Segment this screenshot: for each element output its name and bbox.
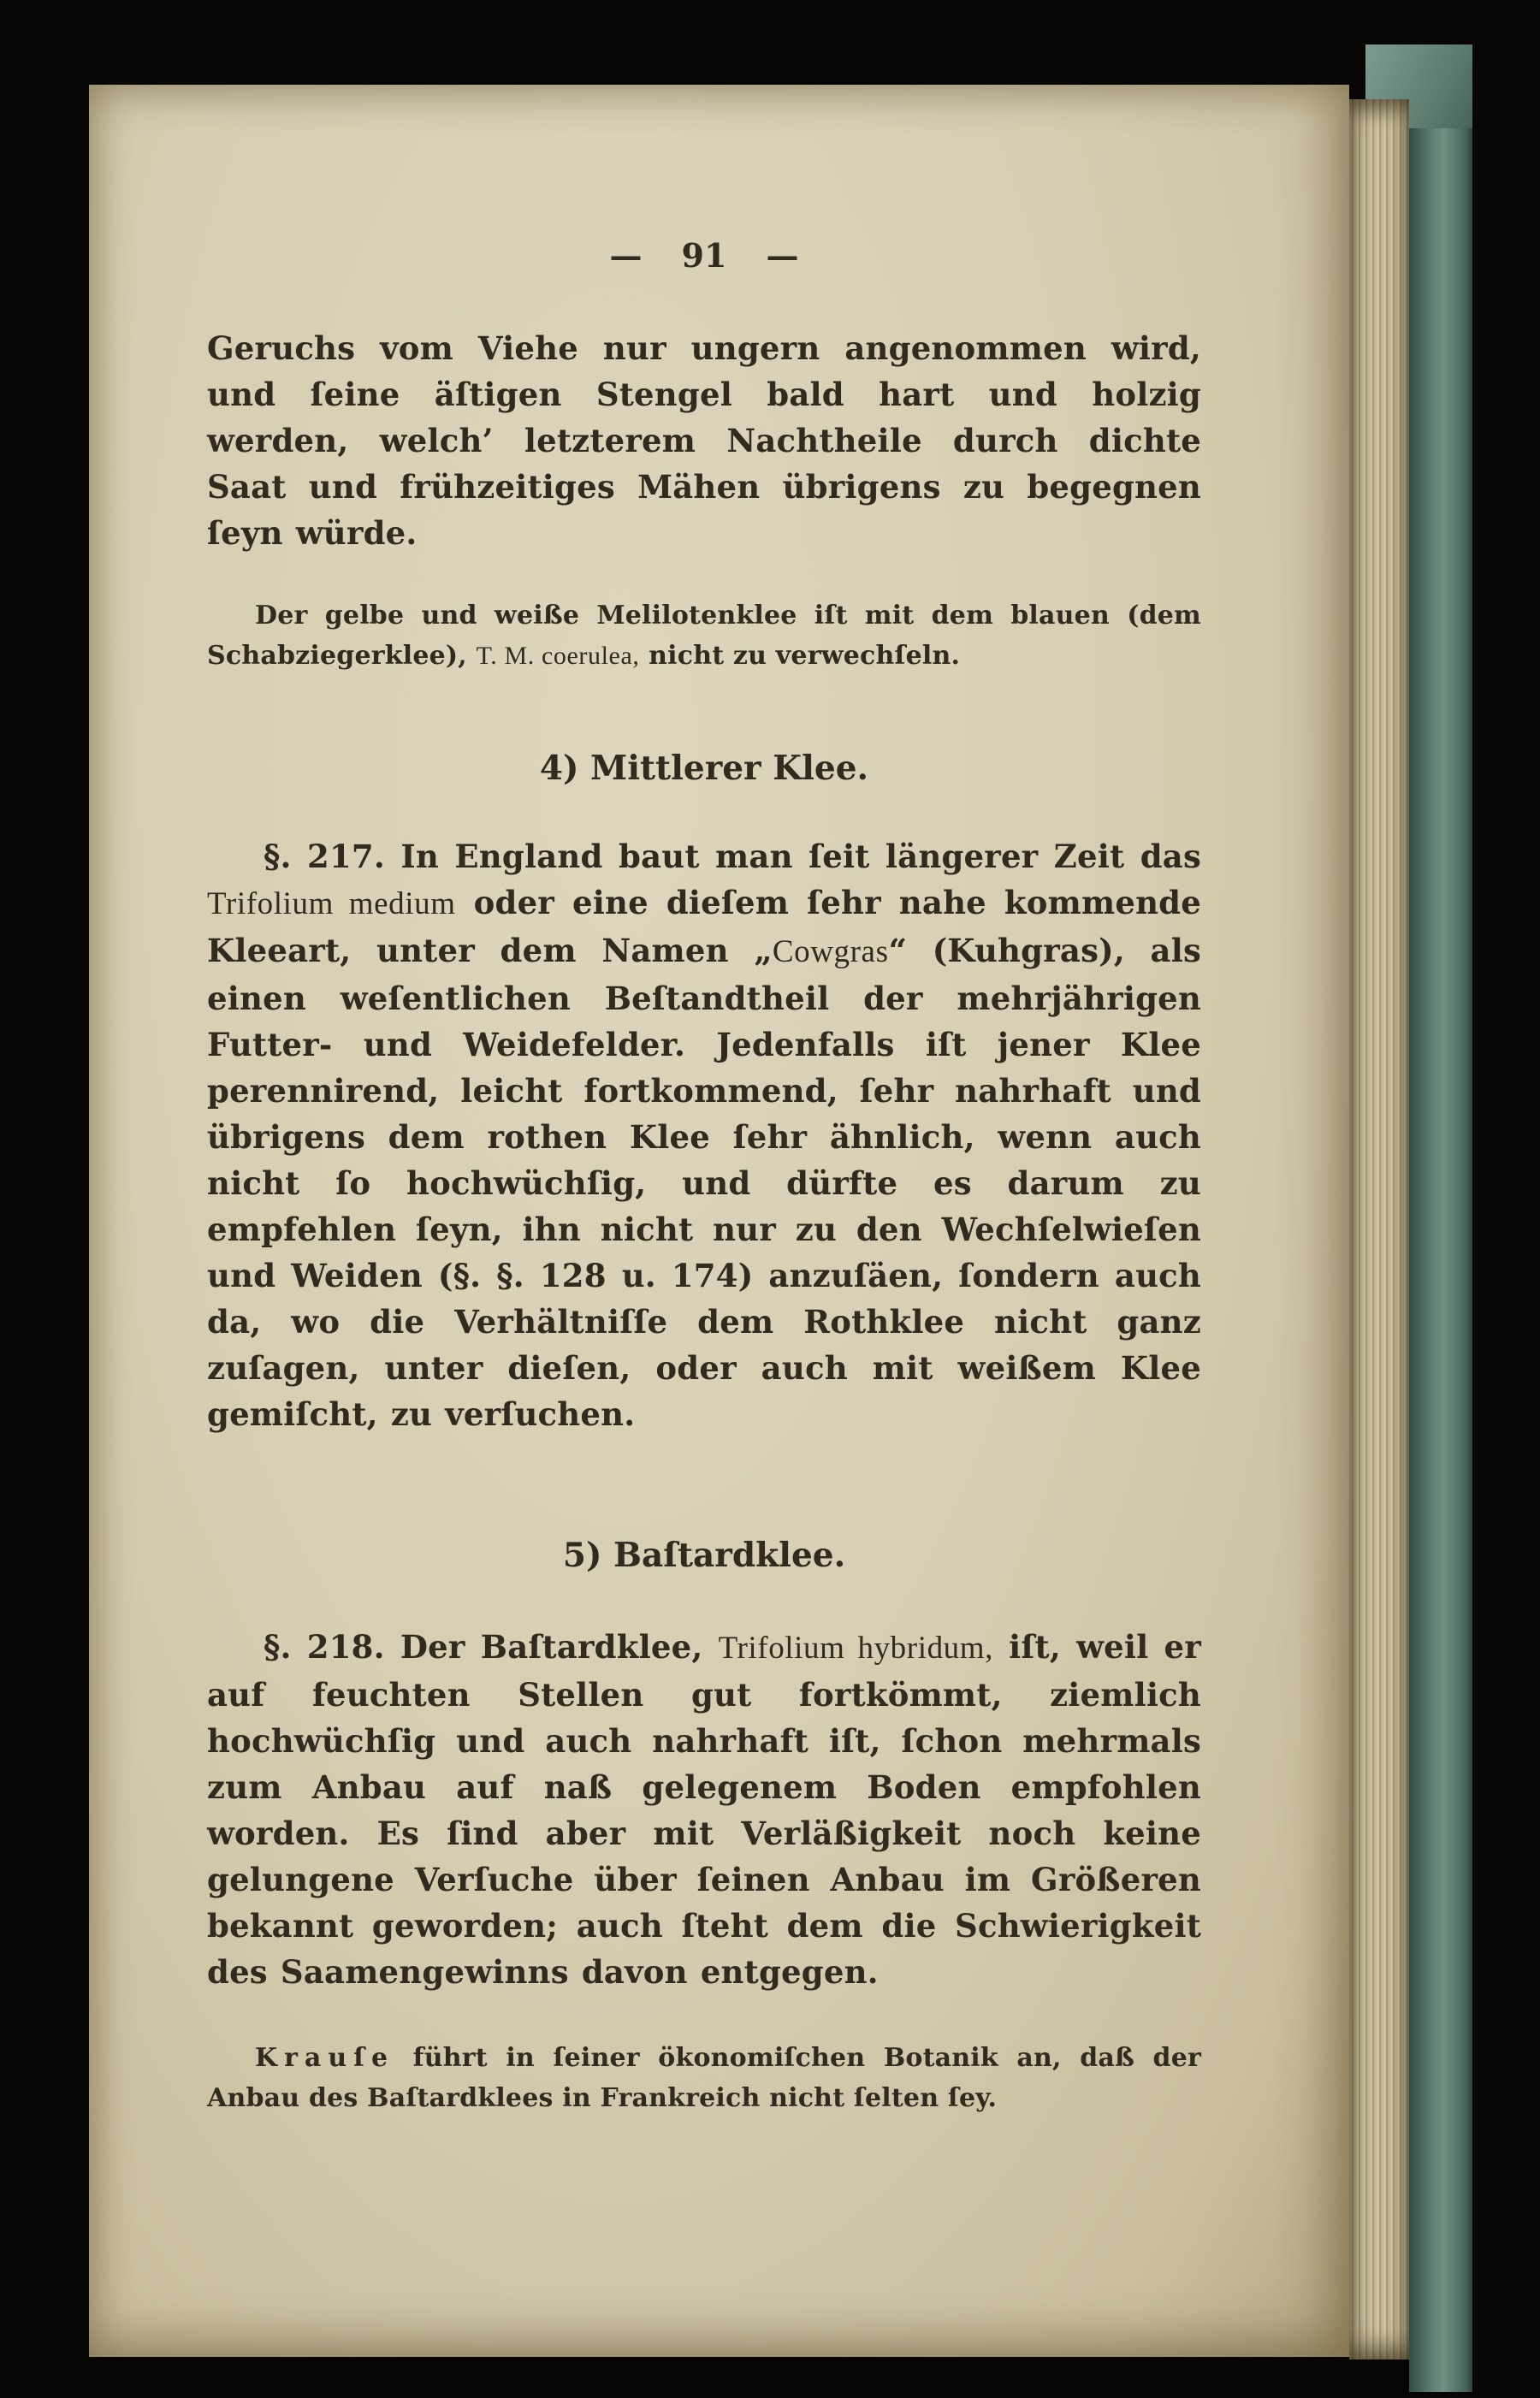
paragraph-217 <box>207 833 1201 1437</box>
note-melilot-text-1: Der gelbe und weiße Melilotenklee iſt mit dem blauen (dem Schabziegerklee), <box>207 601 1201 671</box>
paragraph-217-text-2: oder eine dieſem ſehr nahe kommende Kleeart, unter dem Namen „ <box>207 884 1201 969</box>
note-krause-text: führt in ſeiner ökonomiſchen Botanik an, daß der Anbau des Baſtardklees in Frankreich nicht ſelten ſey. <box>207 2043 1201 2113</box>
paragraph-218-text-1: §. 218. Der Baſtardklee, <box>264 1628 719 1666</box>
page-header <box>207 234 1201 277</box>
note-krause <box>207 2038 1201 2118</box>
paragraph-217-latin-name-2: Cowgras <box>772 934 889 969</box>
header-dash-right: — <box>766 236 799 275</box>
page-stack-fore-edge <box>1349 99 1409 2360</box>
note-melilot <box>207 595 1201 676</box>
note-melilot-latin-name: T. M. coerulea, <box>476 642 640 670</box>
paragraph-217-text-3: “ (Kuhgras), als einen weſentlichen Beſtandtheil der mehrjährigen Futter- und Weidefelder. Jedenfalls iſt jener Klee perennirend, leicht fortkommend, ſehr nahrhaft und übrigens dem rothen Klee ſehr ähnlich, wenn auch nicht ſo hochwüchſig, und dürfte es darum zu empfehlen ſeyn, ihn nicht nur zu den Wechſelwieſen und Weiden (§. §. 128 u. 174) anzuſäen, ſondern auch da, wo die Verhältniſſe dem Rothklee nicht ganz zuſagen, unter dieſen, oder auch mit weißem Klee gemiſcht, zu verſuchen. <box>207 932 1201 1433</box>
paragraph-218-text-2: iſt, weil er auf feuchten Stellen gut fortkömmt, ziemlich hochwüchſig und auch nahrhaft iſt, ſchon mehrmals zum Anbau auf naß gelegenem Boden empfohlen worden. Es ſind aber mit Verläßigkeit noch keine gelungene Verſuche über ſeinen Anbau im Größeren bekannt geworden; auch ſteht dem die Schwierigkeit des Saamengewinns davon entgegen. <box>207 1628 1201 1991</box>
paragraph-218-latin-name: Trifolium hybridum, <box>718 1631 994 1666</box>
paragraph-218 <box>207 1624 1201 1995</box>
paragraph-continuation: Geruchs vom Viehe nur ungern angenommen wird, und ſeine äſtigen Stengel bald hart und holzig werden, welch’ letzterem Nachtheile durch dichte Saat und frühzeitiges Mähen übrigens zu begegnen ſeyn würde. <box>207 329 1201 552</box>
paragraph-217-text-1: §. 217. In England baut man ſeit längerer Zeit das <box>264 838 1201 875</box>
section-heading-mittlerer-klee: 4) Mittlerer Klee. <box>539 749 869 788</box>
paragraph-217-latin-name-1: Trifolium medium <box>207 886 456 921</box>
note-krause-author: Krauſe <box>255 2043 395 2073</box>
book-page <box>89 85 1349 2357</box>
page-number: 91 <box>681 236 727 275</box>
page-text-area <box>207 234 1201 2118</box>
book-cover-edge <box>1409 44 1472 2392</box>
section-heading-bastardklee: 5) Baſtardklee. <box>562 1536 846 1575</box>
note-melilot-text-2: nicht zu verwechſeln. <box>639 641 961 671</box>
header-dash-left: — <box>609 236 643 275</box>
